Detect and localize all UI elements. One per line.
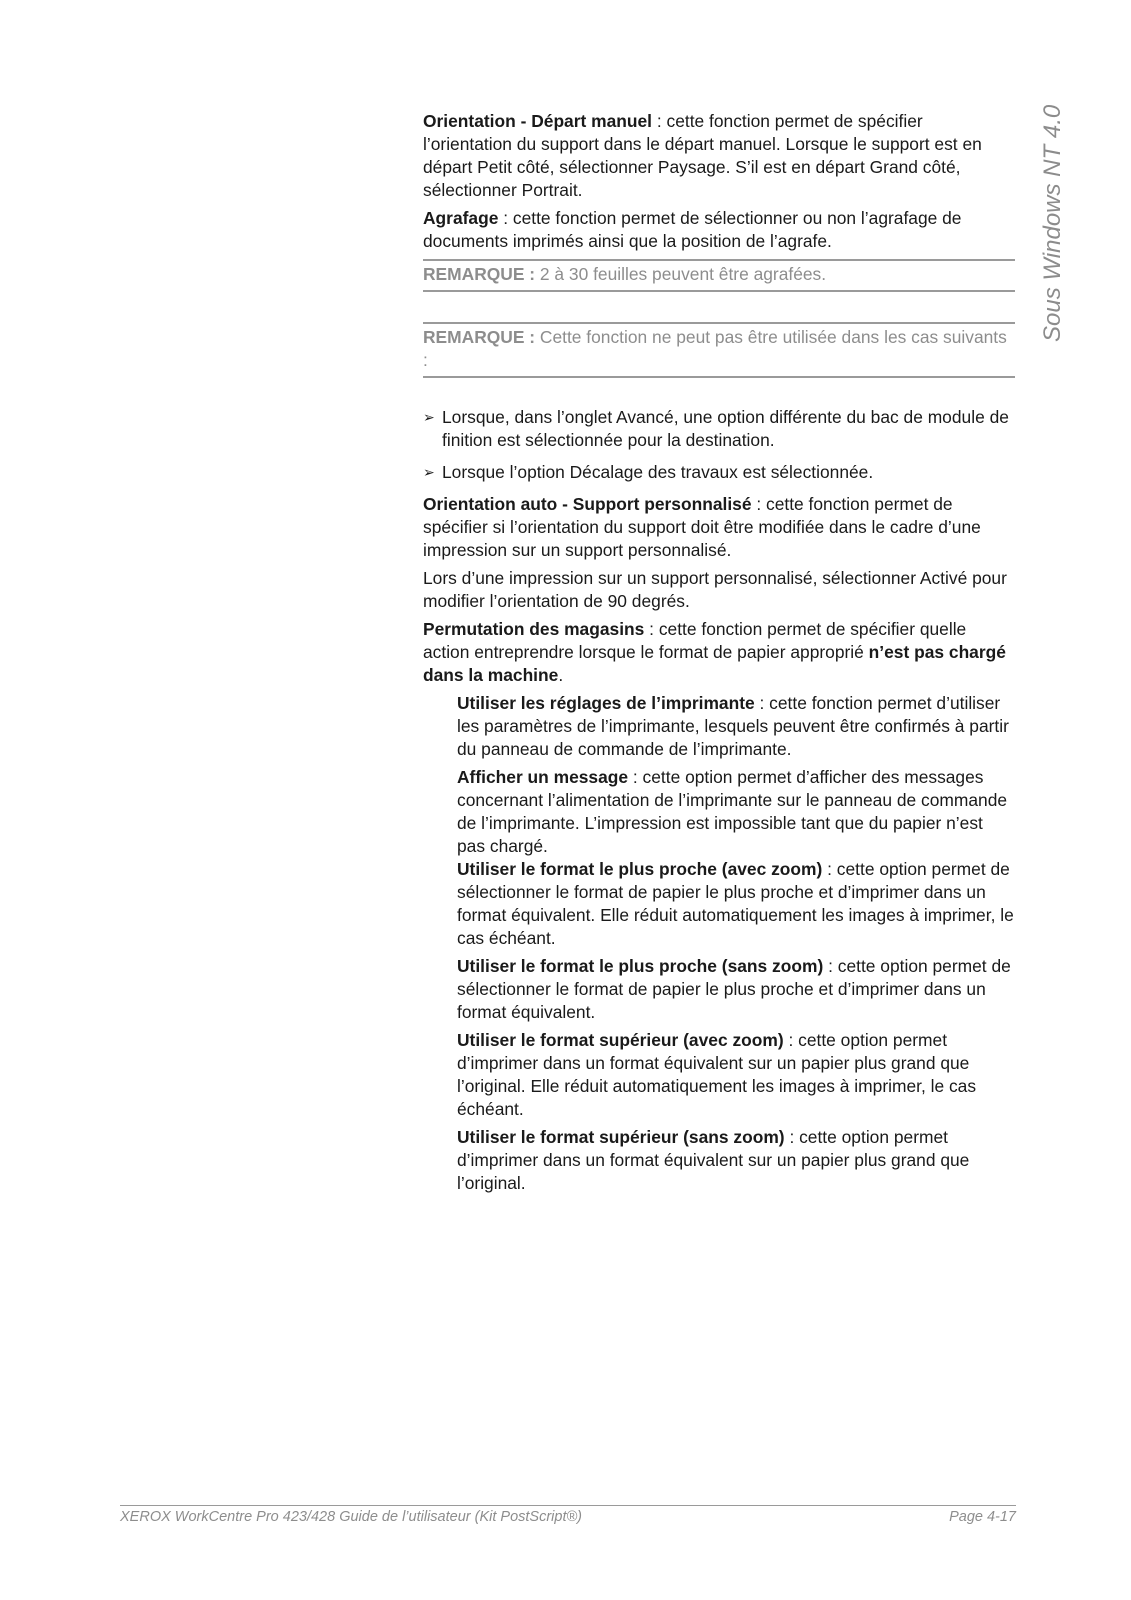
option-item bbox=[423, 766, 1015, 858]
option-item bbox=[423, 692, 1015, 761]
page-number: Page 4-17 bbox=[949, 1509, 1016, 1525]
paragraph-permutation bbox=[423, 618, 1015, 687]
term-orientation-auto: Orientation auto - Support personnalisé bbox=[423, 494, 752, 514]
paragraph-orientation-auto bbox=[423, 493, 1015, 562]
bullet-text: Lorsque, dans l’onglet Avancé, une option différente du bac de module de finition est sélectionnée pour la destination. bbox=[442, 407, 1009, 450]
paragraph-lors: Lors d’une impression sur un support personnalisé, sélectionner Activé pour modifier l’orientation de 90 degrés. bbox=[423, 568, 1007, 611]
text-permutation-bold: n’est pas chargé dans la machine bbox=[423, 642, 1006, 685]
bullet-item bbox=[423, 461, 1015, 484]
option-text: : cette option permet de sélectionner le format de papier le plus proche et d’imprimer dans un format équivalent. bbox=[457, 956, 1011, 1022]
text-permutation: : cette fonction permet de spécifier quelle action entreprendre lorsque le format de papier approprié bbox=[423, 619, 967, 662]
option-title: Utiliser les réglages de l’imprimante bbox=[457, 693, 755, 713]
arrow-bullet-icon: ➢ bbox=[423, 409, 435, 425]
option-item bbox=[423, 1029, 1015, 1121]
option-title: Utiliser le format le plus proche (sans zoom) bbox=[457, 956, 824, 976]
term-orientation-manuel: Orientation - Départ manuel bbox=[423, 111, 653, 131]
option-item bbox=[423, 1126, 1015, 1195]
term-permutation: Permutation des magasins bbox=[423, 619, 645, 639]
option-item bbox=[423, 858, 1015, 950]
note-label: REMARQUE : bbox=[423, 264, 536, 284]
note-box bbox=[423, 259, 1015, 292]
note-box bbox=[423, 322, 1015, 378]
paragraph-orientation-manuel bbox=[423, 110, 1015, 202]
page-content bbox=[423, 110, 1015, 1200]
text-orientation-auto: : cette fonction permet de spécifier si l’orientation du support doit être modifiée dans le cadre d’une impression sur un support personnalisé. bbox=[423, 494, 981, 560]
option-text: : cette option permet d’imprimer dans un format équivalent sur un papier plus grand que l’original. bbox=[457, 1127, 970, 1193]
note-label: REMARQUE : bbox=[423, 327, 536, 347]
footer-divider bbox=[120, 1505, 1016, 1506]
option-title: Utiliser le format le plus proche (avec zoom) bbox=[457, 859, 823, 879]
option-text: : cette option permet d’afficher des messages concernant l’alimentation de l’imprimante sur le panneau de commande de l’imprimante. L’impression est impossible tant que du papier n’est pas chargé. bbox=[457, 767, 1008, 856]
option-title: Utiliser le format supérieur (avec zoom) bbox=[457, 1030, 784, 1050]
text-agrafage: : cette fonction permet de sélectionner ou non l’agrafage de documents imprimés ainsi que la position de l’agrafe. bbox=[423, 208, 962, 251]
text-permutation-end: . bbox=[558, 665, 564, 685]
note-text: 2 à 30 feuilles peuvent être agrafées. bbox=[535, 264, 827, 284]
text-orientation-manuel: : cette fonction permet de spécifier l’orientation du support dans le départ manuel. Lorsque le support est en départ Petit côté, sélectionner Paysage. S’il est en départ Grand côté, sélectionner Portrait. bbox=[423, 111, 982, 200]
side-tab-label: Sous Windows NT 4.0 bbox=[1039, 104, 1066, 342]
bullet-item bbox=[423, 406, 1015, 452]
note-text: Cette fonction ne peut pas être utilisée dans les cas suivants : bbox=[423, 327, 1007, 370]
option-text: : cette option permet de sélectionner le format de papier le plus proche et d’imprimer dans un format équivalent. Elle réduit automatiquement les images à imprimer, le cas échéant. bbox=[457, 859, 1014, 948]
footer-title: XEROX WorkCentre Pro 423/428 Guide de l’utilisateur (Kit PostScript®) bbox=[120, 1509, 582, 1525]
paragraph-agrafage bbox=[423, 207, 1015, 253]
bullet-text: Lorsque l’option Décalage des travaux est sélectionnée. bbox=[442, 462, 874, 482]
arrow-bullet-icon: ➢ bbox=[423, 464, 435, 480]
option-text: : cette option permet d’imprimer dans un format équivalent sur un papier plus grand que l’original. Elle réduit automatiquement les images à imprimer, le cas échéant. bbox=[457, 1030, 977, 1119]
option-text: : cette fonction permet d’utiliser les paramètres de l’imprimante, lesquels peuvent être confirmés à partir du panneau de commande de l’imprimante. bbox=[457, 693, 1009, 759]
term-agrafage: Agrafage bbox=[423, 208, 499, 228]
option-item bbox=[423, 955, 1015, 1024]
option-title: Afficher un message bbox=[457, 767, 629, 787]
option-title: Utiliser le format supérieur (sans zoom) bbox=[457, 1127, 785, 1147]
